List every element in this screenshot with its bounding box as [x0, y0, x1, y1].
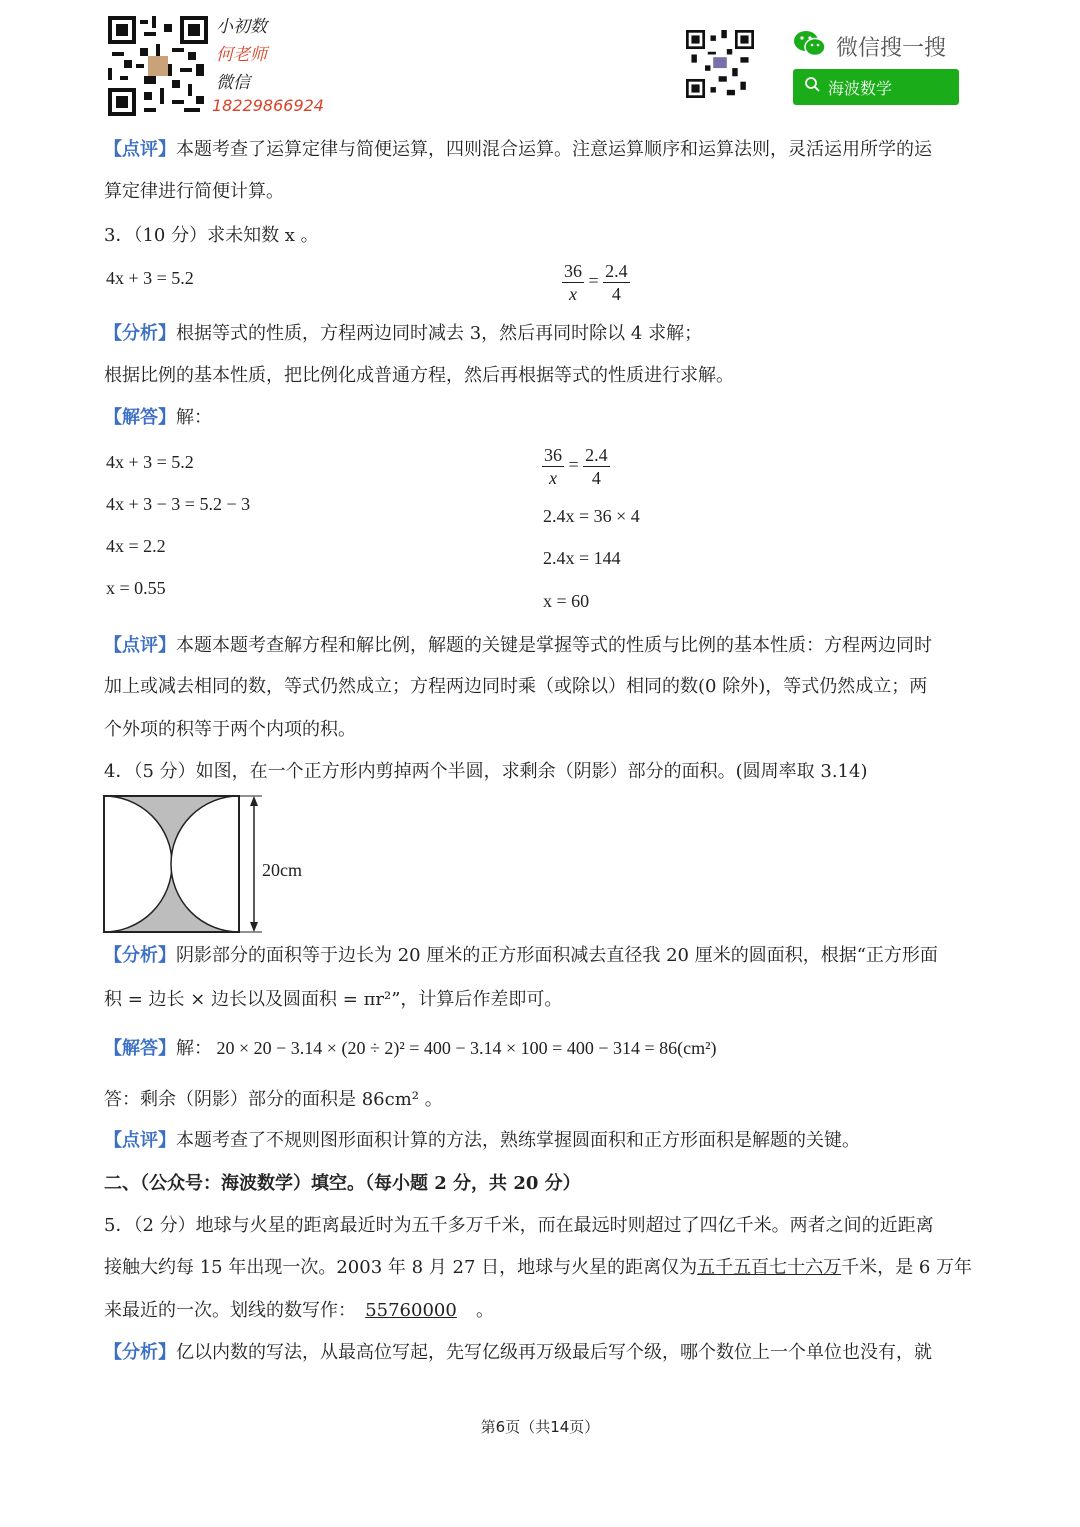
analysis-tag: 【分析】 — [104, 945, 176, 966]
q5-line-2: 接触大约每 15 年出现一次。2003 年 8 月 27 日，地球与火星的距离仅为五千五百七十六万千米，是 6 万年 — [104, 1257, 973, 1278]
q3-right-step-3: x = 60 — [543, 591, 590, 611]
q4-analysis: 【分析】阴影部分的面积等于边长为 20 厘米的正方形面积减去直径我 20 厘米的圆面积，根据“正方形面 — [104, 945, 938, 966]
q3-title: 3．（10 分）求未知数 x 。 — [104, 225, 319, 246]
q5-line-1: 5．（2 分）地球与火星的距离最近时为五千多万千米，而在最远时则超过了四亿千米。两者之间的近距离 — [104, 1215, 934, 1236]
q4-analysis-2: 积 = 边长 × 边长以及圆面积 = πr²”，计算后作差即可。 — [104, 989, 563, 1010]
header-text-1: 小初数 — [216, 17, 267, 37]
q4-figure-label: 20cm — [262, 860, 302, 880]
analysis-tag: 【分析】 — [104, 323, 176, 344]
q3-left-step-2: 4x + 3 − 3 = 5.2 − 3 — [106, 494, 251, 514]
wechat-account-button[interactable] — [793, 69, 959, 105]
comment-tag: 【点评】 — [104, 635, 176, 656]
q5-underlined: 五千五百七十六万 — [697, 1257, 842, 1278]
q4-answer: 【解答】解： 20 × 20 − 3.14 × (20 ÷ 2)² = 400 − 3.14 × 100 = 400 − 314 = 86(cm²) — [104, 1038, 717, 1059]
comment-tag: 【点评】 — [104, 139, 176, 160]
q3-eq1: 4x + 3 = 5.2 — [106, 268, 194, 288]
comment-tag: 【点评】 — [104, 1130, 176, 1151]
q3-answer: 【解答】解： — [104, 407, 212, 428]
page-footer: 第6页（共14页） — [480, 1418, 600, 1436]
q3-analysis-2: 根据比例的基本性质，把比例化成普通方程，然后再根据等式的性质进行求解。 — [104, 365, 734, 386]
comment-prev — [104, 138, 932, 162]
q3-comment-2: 加上或减去相同的数，等式仍然成立；方程两边同时乘（或除以）相同的数(0 除外)，等式仍然成立；两 — [104, 676, 928, 697]
header-text-3: 微信 — [216, 73, 250, 93]
header-text-2: 何老师 — [216, 45, 267, 65]
wechat-search-label: 微信搜一搜 — [836, 36, 947, 61]
q3-analysis: 【分析】根据等式的性质，方程两边同时减去 3，然后再同时除以 4 求解； — [104, 323, 703, 344]
qr-code-right — [686, 30, 754, 98]
q5-line-3: 来最近的一次。划线的数写作： 55760000 。 — [104, 1300, 494, 1321]
q3-eq2: $\frac{36}{x}$ = $\frac{2.4}{4}$ — [564, 261, 628, 304]
q4-comment: 【点评】本题考查了不规则图形面积计算的方法，熟练掌握圆面积和正方形面积是解题的关键。 — [104, 1130, 860, 1151]
q3-right-step-1: 2.4x = 36 × 4 — [543, 506, 640, 526]
q5-answer-blank: 55760000 — [365, 1300, 457, 1321]
wechat-logo-icon — [793, 30, 827, 62]
q3-left-step-4: x = 0.55 — [106, 578, 166, 598]
search-icon — [805, 77, 820, 97]
q3-left-step-3: 4x = 2.2 — [106, 536, 166, 556]
wechat-account-label: 海波数学 — [828, 80, 893, 98]
header-phone: 18229866924 — [212, 96, 324, 115]
q3-right-step-2: 2.4x = 144 — [543, 548, 621, 568]
comment-prev-2: 算定律进行简便计算。 — [104, 181, 284, 202]
analysis-tag: 【分析】 — [104, 1342, 176, 1363]
q3-comment: 【点评】本题本题考查解方程和解比例，解题的关键是掌握等式的性质与比例的基本性质：方程两边同时 — [104, 635, 932, 656]
q3-right-proportion: $\frac{36}{x}$ = $\frac{2.4}{4}$ — [544, 445, 608, 488]
q3-comment-3: 个外项的积等于两个内项的积。 — [104, 719, 356, 740]
answer-tag: 【解答】 — [104, 1038, 176, 1059]
q5-analysis: 【分析】亿以内数的写法，从最高位写起，先写亿级再万级最后写个级，哪个数位上一个单位也没有，就 — [104, 1342, 932, 1363]
comment-text: 本题考查了运算定律与简便运算，四则混合运算。注意运算顺序和运算法则，灵活运用所学的运 — [176, 139, 932, 160]
section-2-heading: 二、（公众号：海波数学）填空。（每小题 2 分，共 20 分） — [104, 1173, 581, 1194]
answer-tag: 【解答】 — [104, 407, 176, 428]
q3-left-step-1: 4x + 3 = 5.2 — [106, 452, 194, 472]
qr-code-left — [108, 16, 208, 116]
q4-title: 4．（5 分）如图，在一个正方形内剪掉两个半圆，求剩余（阴影）部分的面积。(圆周率取 3.14) — [104, 761, 868, 782]
q4-final: 答：剩余（阴影）部分的面积是 86cm² 。 — [104, 1089, 443, 1110]
